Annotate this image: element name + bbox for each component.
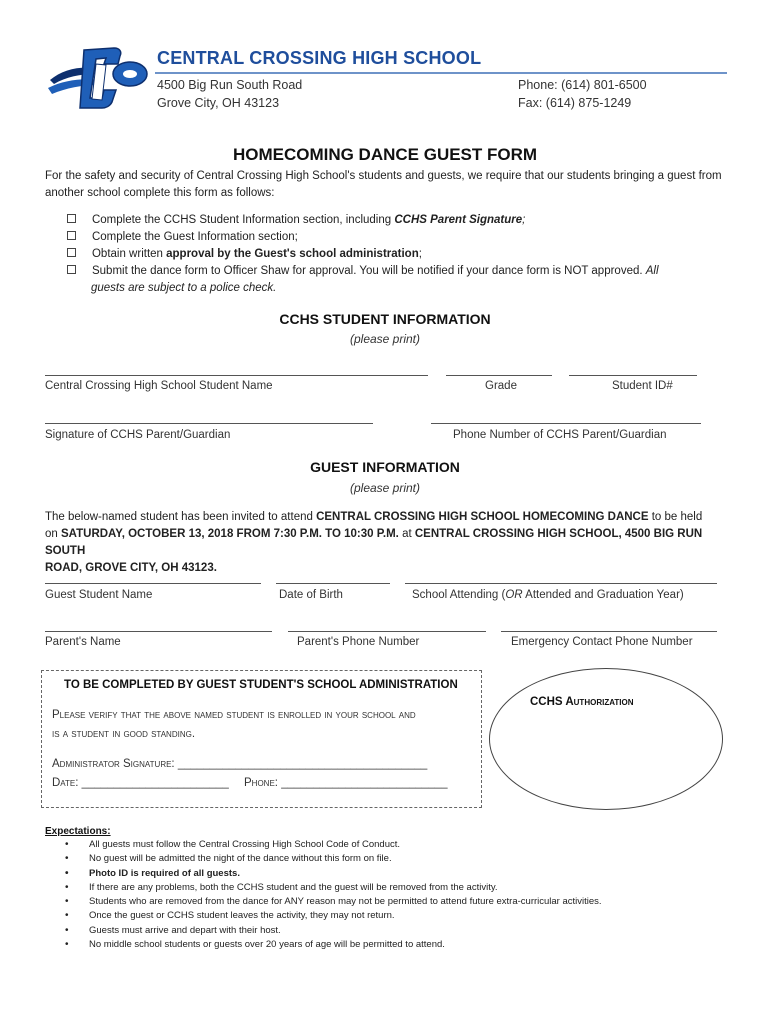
list-item: • No guest will be admitted the night of the dance without this form on file. bbox=[45, 852, 745, 866]
verify-line-2: is a student in good standing. bbox=[52, 728, 196, 740]
dob-label: Date of Birth bbox=[279, 589, 343, 601]
school-attending-input[interactable] bbox=[405, 583, 717, 584]
parent-signature-input[interactable] bbox=[45, 423, 373, 424]
emergency-phone-label: Emergency Contact Phone Number bbox=[511, 636, 693, 648]
grade-label: Grade bbox=[485, 380, 517, 392]
parent-phone-input[interactable] bbox=[431, 423, 701, 424]
student-section-title: CCHS STUDENT INFORMATION bbox=[279, 311, 491, 327]
fax-number: Fax: (614) 875-1249 bbox=[518, 96, 632, 110]
admin-date-field[interactable]: Date: _______________________ bbox=[52, 777, 229, 789]
admin-box-title: TO BE COMPLETED BY GUEST STUDENT'S SCHOOL ADMINISTRATION bbox=[64, 679, 458, 691]
student-name-input[interactable] bbox=[45, 375, 428, 376]
list-item: • If there are any problems, both the CCHS student and the guest will be removed from the activity. bbox=[45, 881, 745, 895]
guest-parent-phone-input[interactable] bbox=[288, 631, 486, 632]
guest-name-label: Guest Student Name bbox=[45, 589, 153, 601]
checkbox-icon bbox=[67, 214, 76, 223]
checkbox-icon bbox=[67, 265, 76, 274]
list-item: • Once the guest or CCHS student leaves the activity, they may not return. bbox=[45, 909, 745, 923]
checklist-item: Obtain written approval by the Guest's school administration; bbox=[67, 246, 727, 263]
admin-signature-field[interactable]: Administrator Signature: _______________________________________ bbox=[52, 758, 428, 770]
expectations-list bbox=[45, 838, 745, 952]
header-divider bbox=[155, 72, 727, 74]
checkbox-icon bbox=[67, 248, 76, 257]
invitation-paragraph: The below-named student has been invited to attend CENTRAL CROSSING HIGH SCHOOL HOMECOMING DANCE to be held on SATURDAY, OCTOBER 13, 2018 FROM 7:30 P.M. TO 10:30 P.M. at CENTRAL CROSSING HIGH SCHOOL, 4500 BIG RUN SOUTH ROAD, GROVE CITY, OH 43123. bbox=[45, 511, 703, 574]
expectations-heading: Expectations: bbox=[45, 826, 111, 837]
list-item: • Guests must arrive and depart with their host. bbox=[45, 924, 745, 938]
address-line-2: Grove City, OH 43123 bbox=[157, 96, 280, 110]
checklist-item: Complete the CCHS Student Information section, including CCHS Parent Signature; bbox=[67, 212, 727, 229]
instruction-checklist bbox=[67, 212, 727, 297]
student-name-label: Central Crossing High School Student Name bbox=[45, 380, 273, 392]
authorization-oval bbox=[489, 668, 723, 810]
dob-input[interactable] bbox=[276, 583, 390, 584]
student-id-input[interactable] bbox=[569, 375, 697, 376]
grade-input[interactable] bbox=[446, 375, 552, 376]
form-title: HOMECOMING DANCE GUEST FORM bbox=[232, 145, 538, 164]
list-item: • Photo ID is required of all guests. bbox=[45, 867, 745, 881]
checklist-item-continuation: guests are subject to a police check. bbox=[91, 282, 277, 294]
phone-number: Phone: (614) 801-6500 bbox=[518, 78, 647, 92]
list-item: • Students who are removed from the dance for ANY reason may not be permitted to attend future extra-curricular activities. bbox=[45, 895, 745, 909]
list-item: • No middle school students or guests over 20 years of age will be permitted to attend. bbox=[45, 938, 745, 952]
checklist-item: Complete the Guest Information section; bbox=[67, 229, 727, 246]
student-print-note: (please print) bbox=[349, 332, 421, 346]
student-id-label: Student ID# bbox=[612, 380, 673, 392]
list-item: • All guests must follow the Central Crossing High School Code of Conduct. bbox=[45, 838, 745, 852]
checklist-item: Submit the dance form to Officer Shaw for approval. You will be notified if your dance form is NOT approved. All bbox=[67, 263, 727, 280]
guest-section-title: GUEST INFORMATION bbox=[310, 459, 460, 475]
guest-name-input[interactable] bbox=[45, 583, 261, 584]
authorization-title: CCHS Authorization bbox=[530, 696, 634, 708]
admin-phone-field[interactable]: Phone: __________________________ bbox=[244, 777, 448, 789]
intro-paragraph: For the safety and security of Central Crossing High School's students and guests, we require that our students bringing a guest from another school complete this form as follows: bbox=[45, 170, 722, 199]
school-name: CENTRAL CROSSING HIGH SCHOOL bbox=[157, 48, 482, 68]
parent-signature-label: Signature of CCHS Parent/Guardian bbox=[45, 429, 231, 441]
guest-parent-phone-label: Parent's Phone Number bbox=[297, 636, 420, 648]
emergency-phone-input[interactable] bbox=[501, 631, 717, 632]
parent-phone-label: Phone Number of CCHS Parent/Guardian bbox=[453, 429, 667, 441]
guest-print-note: (please print) bbox=[349, 481, 421, 495]
parent-name-label: Parent's Name bbox=[45, 636, 121, 648]
parent-name-input[interactable] bbox=[45, 631, 272, 632]
address-line-1: 4500 Big Run South Road bbox=[157, 78, 303, 92]
school-attending-label: School Attending (OR Attended and Graduation Year) bbox=[412, 589, 684, 601]
checkbox-icon bbox=[67, 231, 76, 240]
school-logo bbox=[44, 44, 150, 110]
verify-line-1: Please verify that the above named student is enrolled in your school and bbox=[52, 709, 416, 721]
